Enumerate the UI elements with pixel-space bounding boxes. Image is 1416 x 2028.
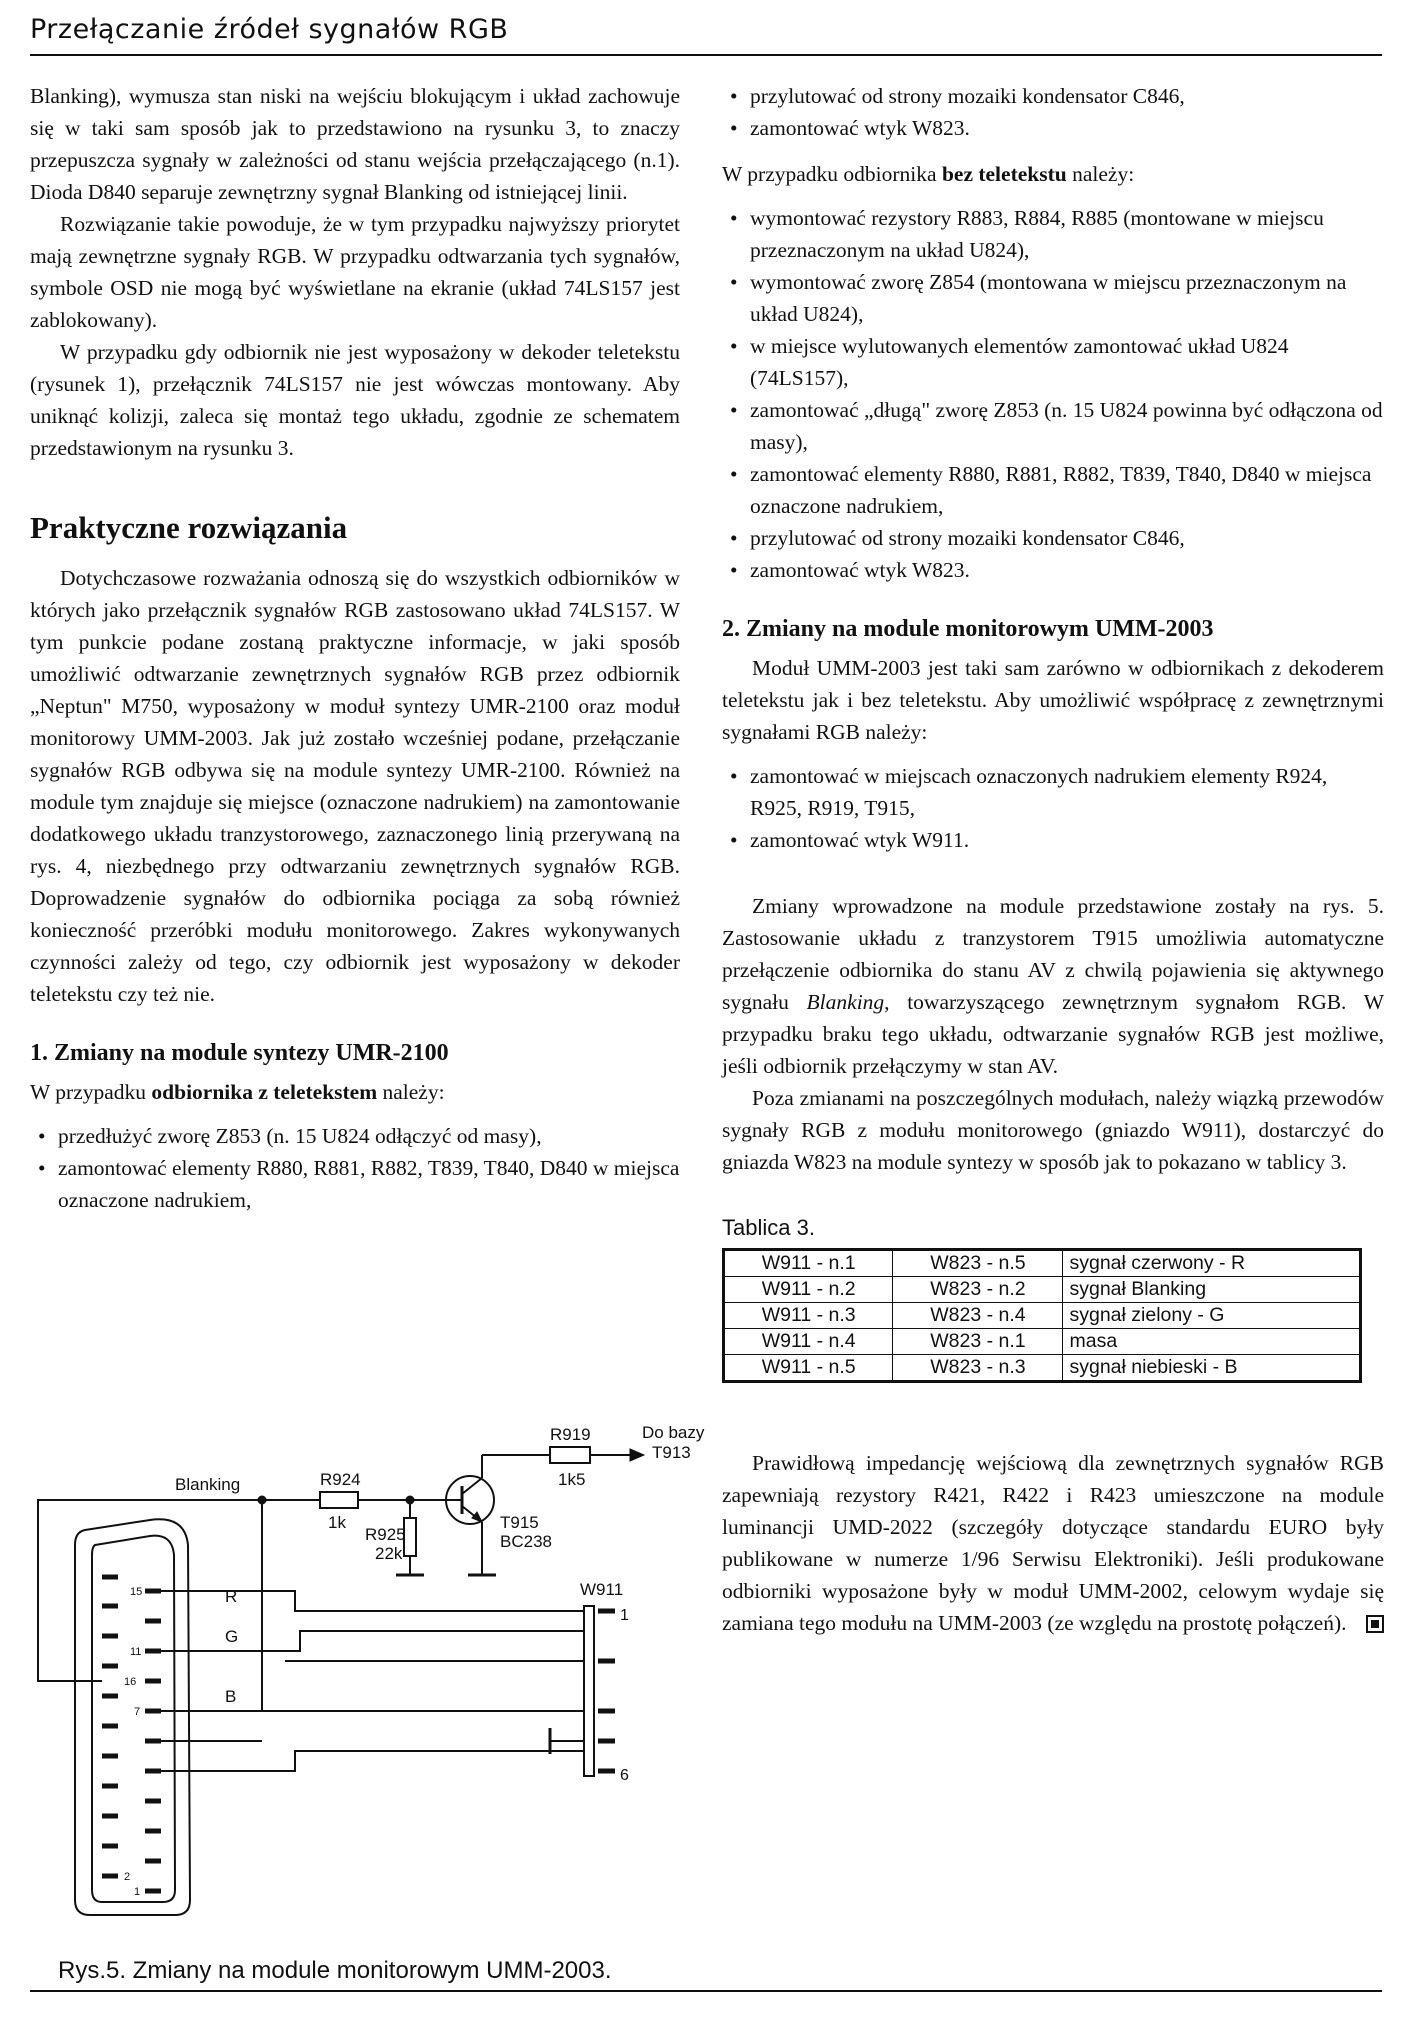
right-bullet-list-c	[722, 760, 1384, 856]
label-w911-pin6: 6	[620, 1767, 629, 1784]
right-paragraph-5: Prawidłową impedancję wejściową dla zewnętrznych sygnałów RGB zapewniają rezystory R421, R422 i R423 umieszczone na module luminancji UMD-2022 (szczegóły dotyczące standardu EURO były publikowane w numerze 1/96 Serwisu Elektroniki). Jeśli produkowane odbiorniki wyposażone były w moduł UMM-2002, celowym wydaje się zamiana tego modułu na UMM-2003 (ze względu na prostotę połączeń).	[722, 1451, 1384, 1635]
label-pin-2: 2	[124, 1871, 131, 1883]
label-pin-1: 1	[134, 1886, 141, 1898]
label-pin-11: 11	[130, 1646, 142, 1658]
table-row: W911 - n.3 W823 - n.4 sygnał zielony - G	[724, 1303, 1361, 1329]
label-r924: R924	[320, 1470, 361, 1489]
left-paragraph-1: Blanking), wymusza stan niski na wejściu blokującym i układ zachowuje się w taki sam sposób jak to przedstawiono na rysunku 3, to znaczy przepuszcza sygnały w zależności od stanu wejścia przełączającego (n.1). Dioda D840 separuje zewnętrzny sygnał Blanking od istniejącej linii.	[30, 84, 680, 204]
figure-caption: Rys.5. Zmiany na module monitorowym UMM-2003.	[58, 1957, 612, 1984]
label-signal-r: R	[225, 1587, 238, 1606]
list-item: • zamontować „długą" zworę Z853 (n. 15 U824 powinna być odłączona od masy),	[722, 394, 1384, 458]
label-r925: R925	[365, 1525, 406, 1544]
list-item: • przylutować od strony mozaiki kondensator C846,	[722, 522, 1384, 554]
table-row: W911 - n.1 W823 - n.5 sygnał czerwony - R	[724, 1250, 1361, 1277]
left-paragraph-4: Dotychczasowe rozważania odnoszą się do wszystkich odbiorników w których jako przełącznik sygnałów RGB zastosowano układ 74LS157. W tym punkcie podane zostaną praktyczne informacje, w jaki sposób umożliwić odtwarzanie zewnętrznych sygnałów RGB przez odbiornik „Neptun" M750, wyposażony w moduł syntezy UMR-2100 oraz moduł monitorowy UMM-2003. Jak już zostało wcześniej podane, przełączanie sygnałów RGB odbywa się na module syntezy UMR-2100. Również na module tym znajduje się miejsce (oznaczone nadrukiem) na zamontowanie dodatkowego układu tranzystorowego, zaznaczonego linią przerywaną na rys. 4, niezbędnego przy odtwarzaniu zewnętrznych sygnałów RGB. Doprowadzenie sygnałów do odbiornika pociąga za sobą również konieczność przeróbki modułu monitorowego. Zakres wykonywanych czynności zależy od tego, czy odbiornik jest wyposażony w dekoder teletekstu czy też nie.	[30, 566, 680, 1006]
right-paragraph-3: Zmiany wprowadzone na module przedstawione zostały na rys. 5. Zastosowanie układu z tranzystorem T915 umożliwia automatyczne przełączenie odbiornika do stanu AV z chwilą pojawienia się aktywnego sygnału Blanking, towarzyszącego zewnętrznym sygnałom RGB. W przypadku braku tego układu, odtwarzanie sygnałów RGB jest możliwe, jeśli odbiornik przełączymy w stan AV.	[722, 894, 1384, 1078]
label-blanking: Blanking	[175, 1475, 241, 1494]
section-heading: Praktyczne rozwiązania	[30, 510, 348, 545]
list-item: • zamontować wtyk W911.	[722, 824, 1384, 856]
list-item: • przedłużyć zworę Z853 (n. 15 U824 odłączyć od masy),	[30, 1120, 680, 1152]
schematic-diagram	[30, 1410, 710, 1940]
table-row: W911 - n.2 W823 - n.2 sygnał Blanking	[724, 1277, 1361, 1303]
end-mark-icon	[1366, 1615, 1384, 1633]
list-item: • zamontować wtyk W823.	[722, 112, 1384, 144]
list-item: • wymontować zworę Z854 (montowana w miejscu przeznaczonym na układ U824),	[722, 266, 1384, 330]
label-r919: R919	[550, 1425, 591, 1444]
label-t915: T915	[500, 1513, 539, 1532]
label-pin-15: 15	[130, 1586, 143, 1598]
label-w911: W911	[580, 1580, 624, 1599]
header-title: Przełączanie źródeł sygnałów RGB	[30, 14, 509, 45]
left-paragraph-5: W przypadku odbiornika z teletekstem należy:	[30, 1080, 445, 1104]
label-r919-value: 1k5	[558, 1470, 586, 1489]
page-header	[30, 8, 1382, 56]
label-r925-value: 22k	[375, 1544, 403, 1563]
table-row: W911 - n.4 W823 - n.1 masa	[724, 1329, 1361, 1355]
label-w911-pin1: 1	[620, 1607, 629, 1624]
left-paragraph-2: Rozwiązanie takie powoduje, że w tym przypadku najwyższy priorytet mają zewnętrzne sygnały RGB. W przypadku odtwarzania tych sygnałów, symbole OSD nie mogą być wyświetlane na ekranie (układ 74LS157 jest zablokowany).	[30, 212, 680, 332]
list-item: • zamontować elementy R880, R881, R882, T839, T840, D840 w miejsca oznaczone nadrukiem,	[30, 1152, 680, 1216]
list-item: • przylutować od strony mozaiki kondensator C846,	[722, 80, 1384, 112]
right-paragraph-4: Poza zmianami na poszczególnych modułach, należy wiązką przewodów sygnały RGB z modułu monitorowego (gniazdo W911), dostarczyć do gniazda W823 na module syntezy w sposób jak to pokazano w tablicy 3.	[722, 1086, 1384, 1174]
label-do-bazy: Do bazy	[642, 1423, 705, 1442]
right-bullet-list-b	[722, 202, 1384, 586]
list-item: • wymontować rezystory R883, R884, R885 (montowane w miejscu przeznaczonym na układ U824),	[722, 202, 1384, 266]
right-paragraph-2: Moduł UMM-2003 jest taki sam zarówno w odbiornikach z dekoderem teletekstu jak i bez teletekstu. Aby umożliwić współpracę z zewnętrznymi sygnałami RGB należy:	[722, 656, 1384, 744]
right-bullet-list-a	[722, 80, 1384, 144]
table-caption: Tablica 3.	[722, 1215, 815, 1240]
label-pin-7: 7	[134, 1706, 141, 1718]
left-paragraph-3: W przypadku gdy odbiornik nie jest wyposażony w dekoder teletekstu (rysunek 1), przełącznik 74LS157 nie jest wówczas montowany. Aby uniknąć kolizji, zaleca się montaż tego układu, zgodnie ze schematem przedstawionym na rysunku 3.	[30, 340, 680, 460]
label-pin-16: 16	[124, 1676, 137, 1688]
label-signal-g: G	[225, 1627, 239, 1646]
list-item: • w miejsce wylutowanych elementów zamontować układ U824 (74LS157),	[722, 330, 1384, 394]
right-column	[722, 80, 1384, 1639]
subheading-umm: 2. Zmiany na module monitorowym UMM-2003	[722, 616, 1214, 642]
footer-rule	[30, 1990, 1382, 1992]
list-item: • zamontować wtyk W823.	[722, 554, 1384, 586]
label-bc238: BC238	[500, 1532, 552, 1551]
left-column	[30, 80, 680, 1216]
list-item: • zamontować elementy R880, R881, R882, T839, T840, D840 w miejsca oznaczone nadrukiem,	[722, 458, 1384, 522]
table-row: W911 - n.5 W823 - n.3 sygnał niebieski - B	[724, 1355, 1361, 1382]
label-r924-value: 1k	[328, 1513, 346, 1532]
left-bullet-list	[30, 1120, 680, 1216]
right-paragraph-1: W przypadku odbiornika bez teletekstu należy:	[722, 162, 1135, 186]
connection-table	[722, 1248, 1362, 1383]
subheading-umr: 1. Zmiany na module syntezy UMR-2100	[30, 1040, 449, 1066]
label-t913: T913	[652, 1443, 691, 1462]
label-signal-b: B	[225, 1687, 237, 1706]
list-item: • zamontować w miejscach oznaczonych nadrukiem elementy R924, R925, R919, T915,	[722, 760, 1384, 824]
